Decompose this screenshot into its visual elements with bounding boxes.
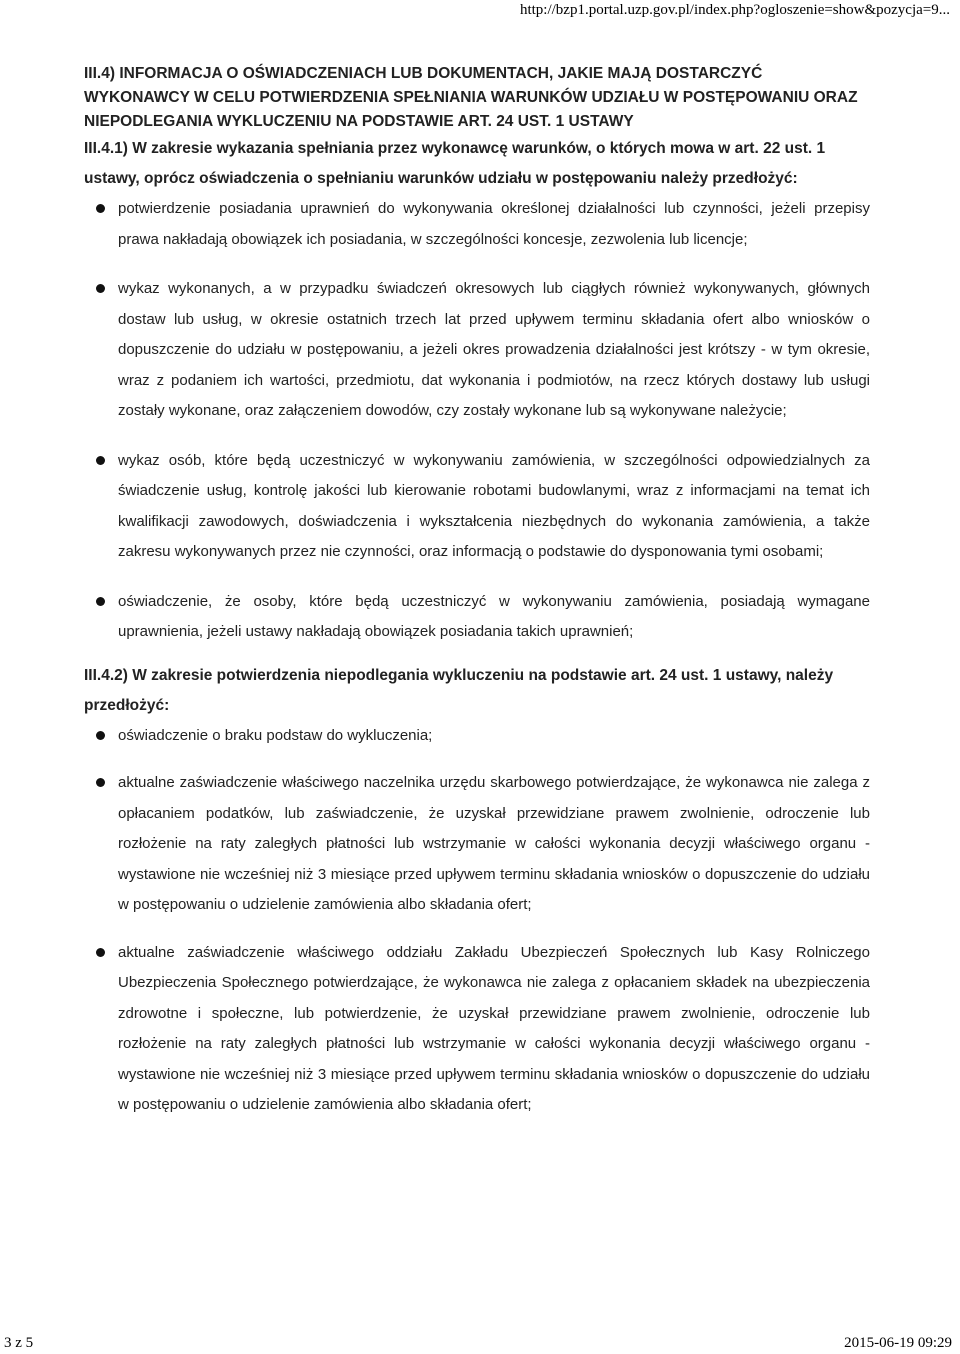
subsection-2-title: III.4.2) W zakresie potwierdzenia niepodlegania wykluczeniu na podstawie art. 24 ust. 1 ustawy, należy przedłożyć: [84,666,834,714]
print-datetime: 2015-06-19 09:29 [844,1335,952,1351]
list-item: oświadczenie o braku podstaw do wykluczenia; [84,721,870,752]
list-item: wykaz osób, które będą uczestniczyć w wykonywaniu zamówienia, w szczególności odpowiedzialnych za świadczenie usług, kontrolę jakości lub kierowanie robotami budowlanymi, wraz z informacjami na temat ich kwalifikacji zawodowych, doświadczenia i wykształcenia niezbędnych do wykonania zamówienia, a także zakresu wykonywanych przez nie czynności, oraz informacją o podstawie do dysponowania tymi osobami; [84,446,870,568]
list-item: oświadczenie, że osoby, które będą uczestniczyć w wykonywaniu zamówienia, posiadają wymagane uprawnienia, jeżeli ustawy nakładają obowiązek posiadania takich uprawnień; [84,587,870,648]
list-item: wykaz wykonanych, a w przypadku świadczeń okresowych lub ciągłych również wykonywanych, głównych dostaw lub usług, w okresie ostatnich trzech lat przed upływem terminu składania ofert albo wniosków o dopuszczenie do udziału w postępowaniu, a jeżeli okres prowadzenia działalności jest krótszy - w tym okresie, wraz z podaniem ich wartości, przedmiotu, dat wykonania i podmiotów, na rzecz których dostawy lub usługi zostały wykonane, oraz załączeniem dowodów, czy zostały wykonane lub są wykonywane należycie; [84,274,870,427]
list-item: potwierdzenie posiadania uprawnień do wykonywania określonej działalności lub czynności, jeżeli przepisy prawa nakładają obowiązek ich posiadania, w szczególności koncesje, zezwolenia lub licencje; [84,194,870,255]
section-heading: III.4) INFORMACJA O OŚWIADCZENIACH LUB DOKUMENTACH, JAKIE MAJĄ DOSTARCZYĆ WYKONAWCY W CELU POTWIERDZENIA SPEŁNIANIA WARUNKÓW UDZIAŁU W POSTĘPOWANIU ORAZ NIEPODLEGANIA WYKLUCZENIU NA PODSTAWIE ART. 24 UST. 1 USTAWY [84,65,858,130]
subsection-1-title: III.4.1) W zakresie wykazania spełniania przez wykonawcę warunków, o których mowa w art. 22 ust. 1 ustawy, oprócz oświadczenia o spełnianiu warunków udziału w postępowaniu należy przedłożyć: [84,140,826,187]
subsection-2-list [84,721,870,1121]
page-url: http://bzp1.portal.uzp.gov.pl/index.php?ogloszenie=show&pozycja=9... [519,2,950,18]
document-content [84,62,870,1138]
page-number: 3 z 5 [4,1335,34,1351]
list-item: aktualne zaświadczenie właściwego oddziału Zakładu Ubezpieczeń Społecznych lub Kasy Rolniczego Ubezpieczenia Społecznego potwierdzające, że wykonawca nie zalega z opłacaniem składek na ubezpieczenia zdrowotne i społeczne, lub potwierdzenie, że uzyskał przewidziane prawem zwolnienie, odroczenie lub rozłożenie na raty zaległych płatności lub wstrzymanie w całości wykonania decyzji właściwego organu - wystawione nie wcześniej niż 3 miesiące przed upływem terminu składania wniosków o dopuszczenie do udziału w postępowaniu o udzielenie zamówienia albo składania ofert; [84,938,870,1121]
subsection-1-list [84,194,870,648]
list-item: aktualne zaświadczenie właściwego naczelnika urzędu skarbowego potwierdzające, że wykonawca nie zalega z opłacaniem podatków, lub zaświadczenie, że uzyskał przewidziane prawem zwolnienie, odroczenie lub rozłożenie na raty zaległych płatności lub wstrzymanie w całości wykonania decyzji właściwego organu - wystawione nie wcześniej niż 3 miesiące przed upływem terminu składania wniosków o dopuszczenie do udziału w postępowaniu o udzielenie zamówienia albo składania ofert; [84,768,870,921]
